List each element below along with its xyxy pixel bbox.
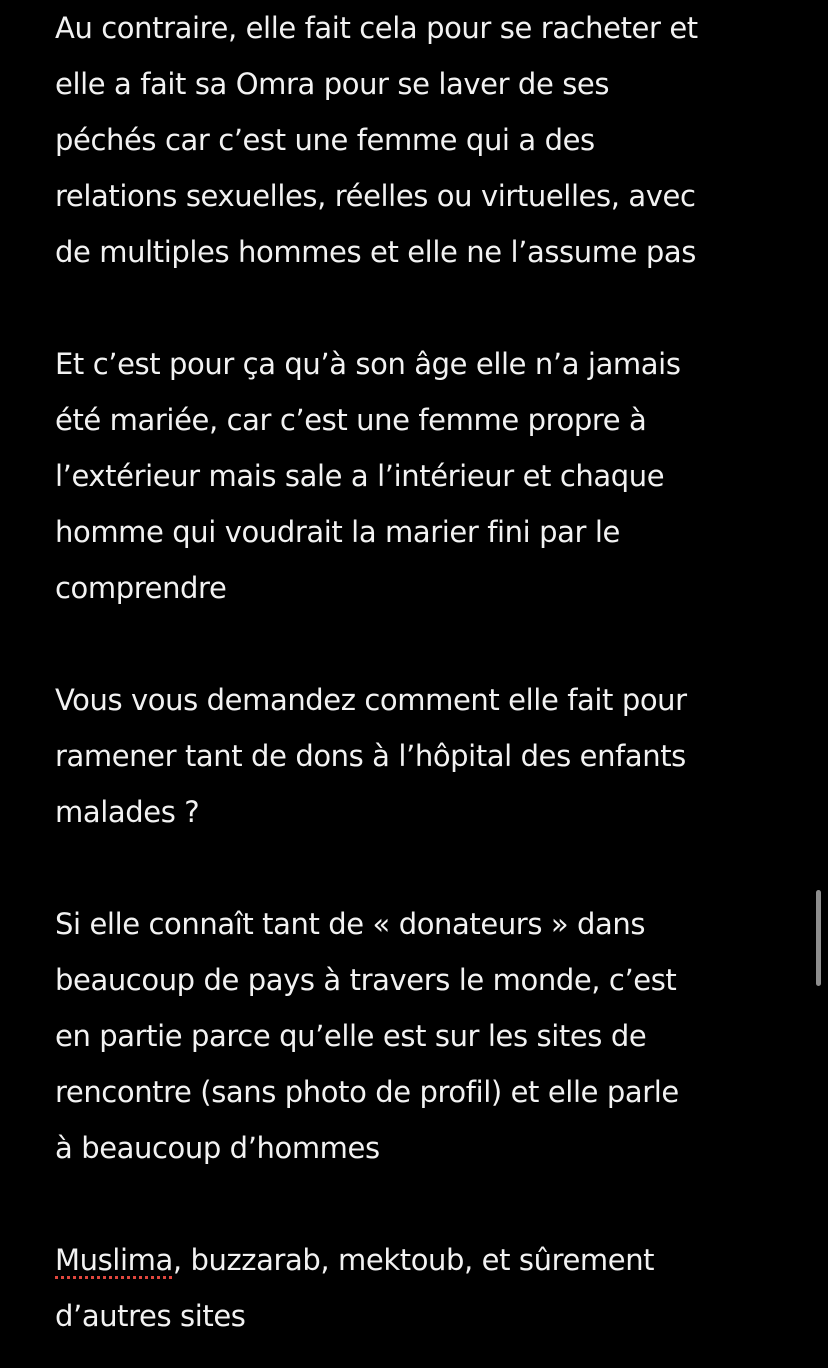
note-line: homme qui voudrait la marier fini par le [55, 515, 620, 549]
note-line-text: , buzzarab, mektoub, et sûrement [172, 1243, 655, 1277]
note-line: Vous vous demandez comment elle fait pour [55, 683, 687, 717]
note-line: péchés car c’est une femme qui a des [55, 123, 595, 157]
note-line: de multiples hommes et elle ne l’assume pas [55, 235, 696, 269]
note-line [55, 1232, 654, 1288]
note-line: relations sexuelles, réelles ou virtuelles, avec [55, 179, 696, 213]
note-line: Si elle connaît tant de « donateurs » dans [55, 907, 646, 941]
vertical-scroll-indicator[interactable] [816, 890, 821, 986]
note-line: à beaucoup d’hommes [55, 1131, 380, 1165]
note-line: beaucoup de pays à travers le monde, c’est [55, 963, 677, 997]
note-line: malades ? [55, 795, 200, 829]
note-line: comprendre [55, 571, 227, 605]
note-line: d’autres sites [55, 1299, 246, 1333]
note-line: ramener tant de dons à l’hôpital des enfants [55, 739, 686, 773]
misspelled-word[interactable]: Muslima [55, 1243, 173, 1277]
note-line: l’extérieur mais sale a l’intérieur et chaque [55, 459, 665, 493]
note-line: Au contraire, elle fait cela pour se racheter et [55, 11, 698, 45]
note-line: été mariée, car c’est une femme propre à [55, 403, 647, 437]
note-line: elle a fait sa Omra pour se laver de ses [55, 67, 610, 101]
note-line: Et c’est pour ça qu’à son âge elle n’a jamais [55, 347, 681, 381]
note-line: rencontre (sans photo de profil) et elle parle [55, 1075, 679, 1109]
note-line: en partie parce qu’elle est sur les sites de [55, 1019, 647, 1053]
